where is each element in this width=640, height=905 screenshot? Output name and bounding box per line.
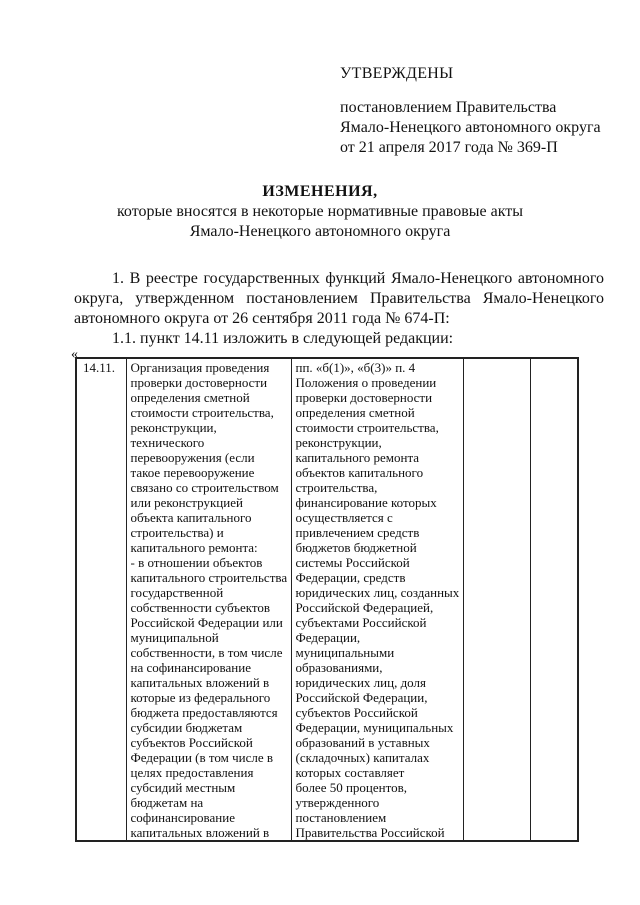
cell-text-line: системы Российской xyxy=(295,555,410,570)
cell-text-line: Федерации, средств xyxy=(295,570,406,585)
cell-text-line: определения сметной xyxy=(130,390,250,405)
cell-text-line: субсидии бюджетам xyxy=(130,720,243,735)
cell-text-line: более 50 процентов, xyxy=(295,780,408,795)
cell-text-line: собственности, в том числе xyxy=(130,645,283,660)
cell-text-line: Российской Федерации, xyxy=(295,690,428,705)
approval-heading: УТВЕРЖДЕНЫ xyxy=(340,65,454,82)
cell-text-line: муниципальными xyxy=(295,645,395,660)
cell-text-line: образованиями, xyxy=(295,660,383,675)
cell-text-line: Федерации, муниципальных xyxy=(295,720,454,735)
cell-function-name xyxy=(126,358,291,841)
opening-quote: « xyxy=(71,347,78,362)
cell-text-line: привлечением средств xyxy=(295,525,420,540)
cell-text-line: капитального строительства xyxy=(130,570,288,585)
cell-text-line: объектов капитального xyxy=(295,465,424,480)
cell-legal-basis xyxy=(291,358,463,841)
cell-text-line: которых составляет xyxy=(295,765,405,780)
approval-line: постановлением Правительства xyxy=(340,99,557,116)
cell-text-line: проверки достоверности xyxy=(295,390,433,405)
cell-text-line: стоимости строительства, xyxy=(130,405,274,420)
cell-text-line: определения сметной xyxy=(295,405,415,420)
cell-text-line: (складочных) капиталах xyxy=(295,750,430,765)
cell-text-line: объекта капитального xyxy=(130,510,252,525)
cell-text-line: капитальных вложений в xyxy=(130,825,270,840)
cell-empty xyxy=(530,358,578,841)
cell-text-line: бюджета предоставляются xyxy=(130,705,278,720)
cell-text-line: юридических лиц, созданных xyxy=(295,585,460,600)
cell-text-line: Положения о проведении xyxy=(295,375,437,390)
cell-text-line: субъектов Российской xyxy=(295,705,418,720)
cell-text-line: которые из федерального xyxy=(130,690,271,705)
cell-empty xyxy=(463,358,530,841)
cell-text-line: реконструкции, xyxy=(295,435,382,450)
cell-text-line: субъектов Российской xyxy=(130,735,253,750)
amendment-table xyxy=(75,357,579,842)
cell-text-line: Российской Федерации или xyxy=(130,615,283,630)
cell-text-line: реконструкции, xyxy=(130,420,217,435)
cell-text-line: субъектами Российской xyxy=(295,615,427,630)
cell-text-line: строительства, xyxy=(295,480,378,495)
cell-text-line: утвержденного xyxy=(295,795,380,810)
approval-line: Ямало-Ненецкого автономного округа xyxy=(340,119,601,136)
cell-text-line: собственности субъектов xyxy=(130,600,271,615)
cell-text-line: строительства) и xyxy=(130,525,224,540)
cell-text-line: финансирование которых xyxy=(295,495,437,510)
cell-text-line: бюджетам на xyxy=(130,795,204,810)
cell-text-line: бюджетов бюджетной xyxy=(295,540,417,555)
cell-text-line: Федерации, xyxy=(295,630,361,645)
approval-block xyxy=(340,64,601,158)
cell-text-line: субсидий местным xyxy=(130,780,236,795)
title-subline: которые вносятся в некоторые нормативные правовые акты xyxy=(116,203,524,220)
paragraph-line: 1. В реестре государственных функций Ямало-Ненецкого автономного xyxy=(112,270,604,287)
cell-text-line: Организация проведения xyxy=(130,360,270,375)
cell-text-line: капитального ремонта: xyxy=(130,540,258,555)
paragraph-1-1: 1.1. пункт 14.11 изложить в следующей редакции: xyxy=(112,330,454,347)
cell-text-line: муниципальной xyxy=(130,630,219,645)
cell-text-line: Федерации (в том числе в xyxy=(130,750,274,765)
cell-text-line: образований в уставных xyxy=(295,735,430,750)
paragraph-line: автономного округа от 26 сентября 2011 года № 674-П: xyxy=(74,310,450,327)
paragraph-line: округа, утвержденном постановлением Правительства Ямало-Ненецкого xyxy=(74,290,604,307)
cell-text-line: софинансирование xyxy=(130,810,235,825)
cell-text-line: или реконструкцией xyxy=(130,495,243,510)
cell-text-line: стоимости строительства, xyxy=(295,420,439,435)
approval-details xyxy=(340,98,601,158)
paragraph-1 xyxy=(74,269,604,329)
cell-text-line: связано со строительством xyxy=(130,480,279,495)
table-row xyxy=(76,358,578,841)
cell-text-line: пп. «б(1)», «б(3)» п. 4 xyxy=(295,360,416,375)
cell-text-line: осуществляется с xyxy=(295,510,393,525)
cell-text-line: целях предоставления xyxy=(130,765,254,780)
cell-text-line: государственной xyxy=(130,585,224,600)
cell-text-line: юридических лиц, доля xyxy=(295,675,426,690)
cell-text-line: проверки достоверности xyxy=(130,375,268,390)
cell-text-line: такое перевооружение xyxy=(130,465,255,480)
cell-text-line: капитальных вложений в xyxy=(130,675,270,690)
cell-text-line: на софинансирование xyxy=(130,660,251,675)
approval-line: от 21 апреля 2017 года № 369-П xyxy=(340,139,558,156)
cell-text-line: технического xyxy=(130,435,205,450)
title-subline: Ямало-Ненецкого автономного округа xyxy=(189,223,451,240)
cell-text-line: - в отношении объектов xyxy=(130,555,263,570)
cell-text-line: постановлением xyxy=(295,810,387,825)
cell-number: 14.11. xyxy=(76,358,126,841)
cell-text-line: капитального ремонта xyxy=(295,450,420,465)
document-title xyxy=(0,182,640,242)
cell-text-line: перевооружения (если xyxy=(130,450,255,465)
title-main: ИЗМЕНЕНИЯ, xyxy=(262,183,378,200)
cell-text-line: Правительства Российской xyxy=(295,825,445,840)
cell-text-line: Российской Федерацией, xyxy=(295,600,434,615)
